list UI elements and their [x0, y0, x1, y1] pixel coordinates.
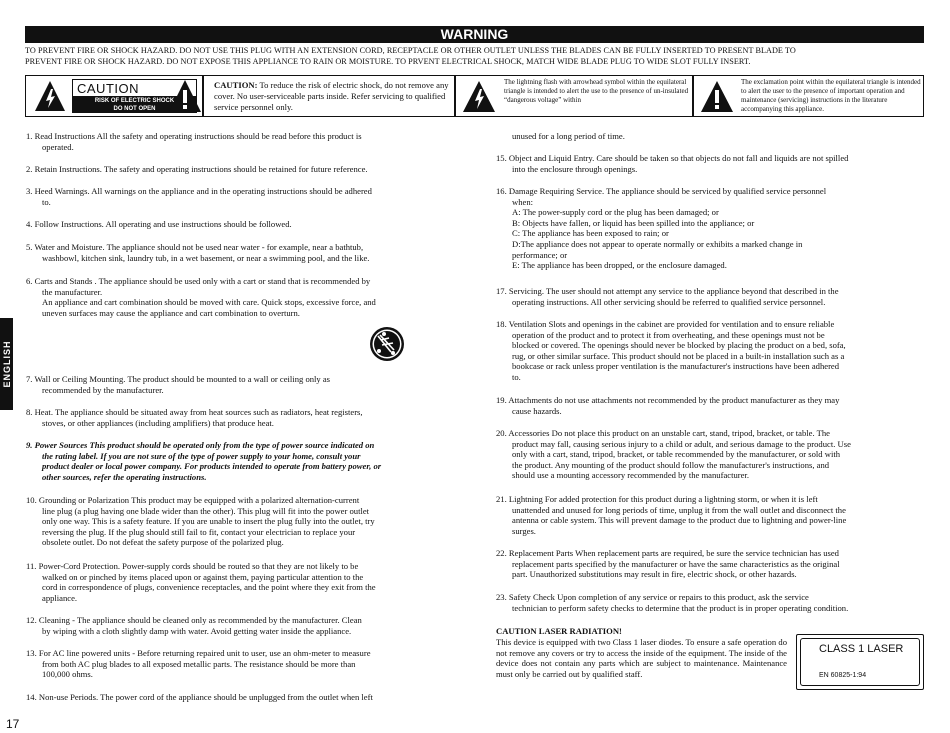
- list-item: [26, 648, 454, 680]
- warning-intro: [25, 46, 925, 67]
- item-line: E: The appliance has been dropped, or the enclosure damaged.: [512, 260, 727, 271]
- list-item: [496, 428, 925, 481]
- list-item: [26, 692, 454, 703]
- language-tab: [0, 318, 13, 410]
- item-line: 10. Grounding or Polarization This product may be equipped with a polarized alternation-current: [26, 495, 360, 505]
- item-line: 18. Ventilation Slots and openings in the cabinet are provided for ventilation and to ensure reliable: [496, 319, 835, 329]
- item-line: An appliance and cart combination should be moved with care. Quick stops, excessive force, and: [42, 297, 376, 308]
- laser-label-standard: EN 60825-1:94: [819, 672, 867, 679]
- item-line: 2. Retain Instructions. The safety and operating instructions should be retained for future reference.: [26, 164, 368, 174]
- list-item: [26, 615, 454, 636]
- item-line: only with a cart, stand, tripod, bracket, or table recommended by the manufacturer, or sold with: [512, 449, 841, 460]
- item-line: technician to perform safety checks to determine that the product is in proper operating condition.: [512, 602, 849, 613]
- item-line: walked on or pinched by items placed upon or against them, paying particular attention to the: [42, 571, 364, 582]
- laser-caution-body: This device is equipped with two Class 1 laser diodes. To ensure a safe operation do not remove any covers or try to access the inside of the equipment. The inside of the device does not contain any parts which are subject to maintenance. Maintenance must only be carried out by qualified staff.: [496, 637, 787, 679]
- list-item: [496, 131, 925, 142]
- list-item: [26, 561, 454, 603]
- list-item: [26, 164, 454, 175]
- list-item: [26, 186, 454, 207]
- item-line: 7. Wall or Ceiling Mounting. The product should be mounted to a wall or ceiling only as: [26, 374, 331, 384]
- lightning-info-text: The lightning flash with arrowhead symbol within the equilateral triangle is intended to alert the use to the presence of un-insulated “dangerous voltage” within: [504, 78, 689, 104]
- item-line: cord in correspondence of plugs, convenience receptacles, and the point where they exit from the: [42, 582, 376, 593]
- caution-body: To reduce the risk of electric shock, do not remove any cover. No user-serviceable parts inside. Refer servicing to qualified service personnel only.: [214, 80, 449, 112]
- list-item: [26, 440, 454, 482]
- list-item: [496, 494, 925, 536]
- list-item: [26, 374, 454, 395]
- caution-text: [214, 80, 454, 113]
- item-line: the product. Any mounting of the product should follow the manufacturer's instructions, and: [512, 459, 830, 470]
- item-line: rug, or other similar surface. This product should not be placed in a built-in installation such as a: [512, 350, 845, 361]
- item-line: when:: [512, 196, 534, 207]
- item-line: operation of the product and to protect it from overheating, and these openings must not be: [512, 329, 825, 340]
- laser-caution-title: CAUTION LASER RADIATION!: [496, 626, 622, 636]
- item-line: 17. Servicing. The user should not attempt any service to the appliance beyond that described in the: [496, 286, 839, 296]
- item-line: from both AC plug blades to all exposed metallic parts. The resistance should be more than: [42, 658, 356, 669]
- item-line: 22. Replacement Parts When replacement parts are required, be sure the service technician has used: [496, 548, 839, 558]
- item-line: 1. Read Instructions All the safety and operating instructions should be read before this product is: [26, 131, 362, 141]
- item-line: 15. Object and Liquid Entry. Care should be taken so that objects do not fall and liquids are not spilled: [496, 153, 849, 163]
- list-item: [496, 153, 925, 174]
- item-line: to.: [512, 371, 521, 382]
- exclamation-triangle-icon: [168, 79, 202, 113]
- item-line: the rating label. If you are not sure of the type of power supply to your home, consult your: [42, 450, 361, 461]
- intro-line: TO PREVENT FIRE OR SHOCK HAZARD. DO NOT USE THIS PLUG WITH AN EXTENSION CORD, RECEPTACLE OR OTHER OUTLET UNLESS THE BLADES CAN BE FULLY INSERTED TO PRESENT BLADE TO: [25, 46, 796, 55]
- item-line: surges.: [512, 525, 536, 536]
- item-line: reversing the plug. If the plug should still fail to fit, contact your electrician to replace your: [42, 526, 356, 537]
- caution-sub-line: RISK OF ELECTRIC SHOCK: [94, 98, 175, 104]
- lightning-info-box: [455, 75, 693, 117]
- language-tab-label: ENGLISH: [1, 340, 12, 388]
- list-item: [26, 495, 454, 548]
- item-line: line plug (a plug having one blade wider than the other). This plug will fit into the power outlet: [42, 505, 370, 516]
- item-line: 16. Damage Requiring Service. The appliance should be serviced by qualified service personnel: [496, 186, 827, 196]
- item-line: 23. Safety Check Upon completion of any service or repairs to this product, ask the service: [496, 592, 809, 602]
- lightning-triangle-icon: [34, 80, 66, 112]
- item-line: B: Objects have fallen, or liquid has been spilled into the appliance; or: [512, 217, 755, 228]
- exclamation-triangle-icon: [700, 80, 734, 113]
- item-line: 8. Heat. The appliance should be situated away from heat sources such as radiators, heat registers,: [26, 407, 363, 417]
- list-item: [496, 395, 925, 416]
- item-line: 4. Follow Instructions. All operating and use instructions should be followed.: [26, 219, 292, 229]
- laser-label-class: CLASS 1 LASER: [819, 643, 904, 655]
- item-line: 12. Cleaning - The appliance should be cleaned only as recommended by the manufacturer. Clean: [26, 615, 362, 625]
- item-line: antenna or cable system. This will prevent damage to the product due to lightning and power-line: [512, 515, 847, 526]
- item-line: appliance.: [42, 592, 78, 603]
- page-number: 17: [6, 717, 20, 731]
- list-item: [26, 131, 454, 152]
- item-line: into the enclosure through openings.: [512, 163, 638, 174]
- list-item: [26, 242, 454, 263]
- lightning-triangle-icon: [462, 80, 496, 113]
- item-line: 100,000 ohms.: [42, 669, 93, 680]
- item-line: by wiping with a cloth slightly damp with water. Avoid getting water inside the appliance.: [42, 625, 352, 636]
- item-line: C: The appliance has been exposed to rain; or: [512, 228, 669, 239]
- list-item: [496, 592, 925, 613]
- item-line: 19. Attachments do not use attachments not recommended by the product manufacturer as they may: [496, 395, 840, 405]
- item-line: 6. Carts and Stands . The appliance should be used only with a cart or stand that is recommended by: [26, 276, 371, 286]
- caution-label: CAUTION:: [214, 80, 258, 90]
- list-item: [26, 407, 454, 428]
- item-line: the manufacturer.: [42, 286, 103, 297]
- item-line: D:The appliance does not appear to operate normally or exhibits a marked change in: [512, 238, 803, 249]
- list-item: [496, 186, 925, 271]
- item-line: operated.: [42, 141, 74, 152]
- caution-sub-line: DO NOT OPEN: [113, 105, 156, 112]
- exclamation-info-box: [693, 75, 924, 117]
- item-line: 5. Water and Moisture. The appliance should not be used near water - for example, near a bathtub,: [26, 242, 364, 252]
- item-line: part. Unauthorized substitutions may result in fire, electric shock, or other hazards.: [512, 569, 797, 580]
- item-line: bookcase or rack unless proper ventilation is the manufacturer's instructions have been adhered: [512, 361, 840, 372]
- item-line: unused for a long period of time.: [512, 131, 625, 141]
- item-line: should use a mounting accessory recommended by the manufacturer.: [512, 470, 749, 481]
- item-line: stoves, or other appliances (including amplifiers) that produce heat.: [42, 417, 274, 428]
- item-line: unattended and unused for long periods of time, unplug it from the wall outlet and disconnect the: [512, 504, 846, 515]
- list-item: [26, 276, 454, 318]
- warning-banner: WARNING: [25, 26, 924, 43]
- item-line: 9. Power Sources This product should be operated only from the type of power source indicated on: [26, 440, 375, 450]
- item-line: blocked or covered. The openings should never be blocked by placing the product on a bed, sofa,: [512, 340, 846, 351]
- item-line: replacement parts specified by the manufacturer or have the same characteristics as the original: [512, 558, 840, 569]
- item-line: other sources, refer the operating instructions.: [42, 471, 207, 482]
- item-line: product may fall, causing serious injury to a child or adult, and serious damage to the product. Use: [512, 438, 851, 449]
- item-line: performance; or: [512, 249, 568, 260]
- item-line: product dealer or local power company. For products intended to operate from battery power, or: [42, 461, 382, 472]
- list-item: [496, 319, 925, 383]
- caution-text-box: [203, 75, 455, 117]
- item-line: cause hazards.: [512, 405, 562, 416]
- item-line: A: The power-supply cord or the plug has been damaged; or: [512, 207, 719, 218]
- item-line: recommended by the manufacturer.: [42, 384, 164, 395]
- item-line: 21. Lightning For added protection for this product during a lightning storm, or when it is left: [496, 494, 818, 504]
- item-line: 11. Power-Cord Protection. Power-supply cords should be routed so that they are not likely to be: [26, 561, 359, 571]
- item-line: operating instructions. All other servicing should be referred to qualified service personnel.: [512, 296, 826, 307]
- exclamation-info-text: The exclamation point within the equilateral triangle is intended to alert the user to the presence of important operation and maintenance (servicing) instructions in the literature accompanying this appliance.: [741, 78, 921, 113]
- item-line: only one way. This is a safety feature. If you are unable to insert the plug fully into the outlet, try: [42, 516, 375, 527]
- item-line: 20. Accessories Do not place this product on an unstable cart, stand, tripod, bracket, or table. The: [496, 428, 830, 438]
- cart-warning-icon: [369, 326, 405, 362]
- class1-laser-label: [796, 634, 924, 690]
- item-line: washbowl, kitchen sink, laundry tub, in a wet basement, or near a swimming pool, and the like.: [42, 252, 370, 263]
- item-line: uneven surfaces may cause the appliance and cart combination to overturn.: [42, 307, 300, 318]
- list-item: [26, 219, 454, 230]
- list-item: [496, 286, 925, 307]
- item-line: 14. Non-use Periods. The power cord of the appliance should be unplugged from the outlet when left: [26, 692, 373, 702]
- caution-title: CAUTION: [72, 79, 197, 97]
- item-line: to.: [42, 196, 51, 207]
- item-line: obsolete outlet. Do not defeat the safety purpose of the polarized plug.: [42, 537, 284, 548]
- item-line: 13. For AC line powered units - Before returning repaired unit to user, use an ohm-meter to measure: [26, 648, 371, 658]
- item-line: 3. Heed Warnings. All warnings on the appliance and in the operating instructions should be adhered: [26, 186, 372, 196]
- intro-line: PREVENT FIRE OR SHOCK HAZARD. DO NOT EXPOSE THIS APPLIANCE TO RAIN OR MOISTURE. TO PRVENT ELECTRICAL SHOCK, MATCH WIDE BLADE PLUG TO WIDE SLOT FULLY INSERT.: [25, 56, 751, 66]
- list-item: [496, 548, 925, 580]
